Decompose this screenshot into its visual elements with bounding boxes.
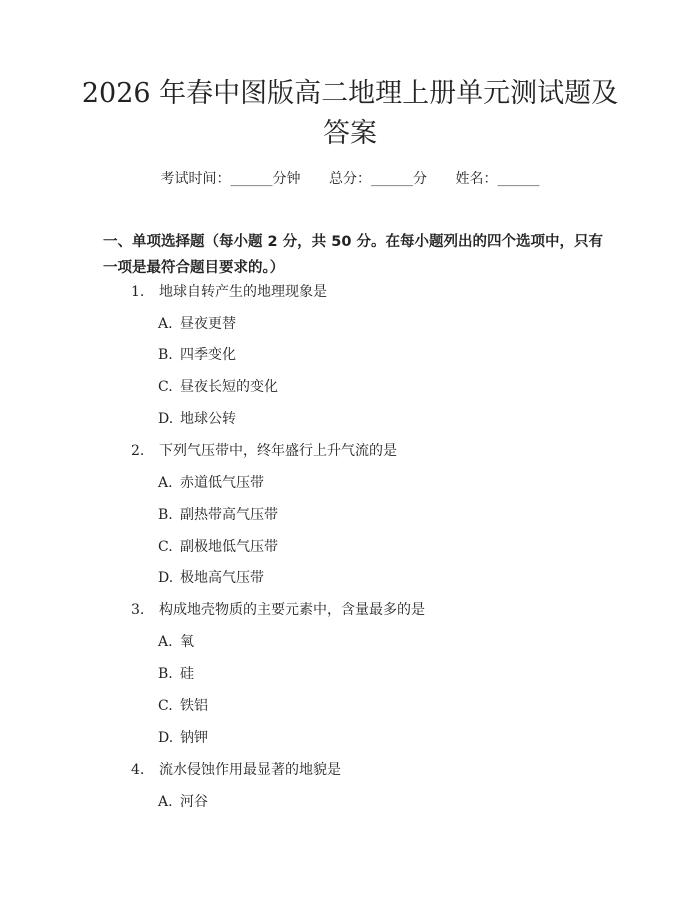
option-text: 地球公转: [180, 411, 236, 427]
option-letter: A.: [158, 316, 173, 332]
option-letter: D.: [158, 570, 174, 586]
section-heading: 一、单项选择题（每小题 2 分，共 50 分。在每小题列出的四个选项中，只有一项是最符合题目要求的。）: [103, 234, 603, 276]
option-2a: [158, 473, 264, 493]
option-text: 硅: [180, 666, 194, 682]
option-text: 河谷: [180, 794, 208, 810]
option-text: 钠钾: [180, 730, 208, 746]
question-text: 流水侵蚀作用最显著的地貌是: [159, 762, 341, 778]
question-4: [131, 760, 341, 780]
option-letter: D.: [158, 411, 174, 427]
option-3d: [158, 728, 208, 748]
option-text: 氧: [180, 634, 194, 650]
exam-time-field: 考试时间：______分钟: [160, 171, 301, 187]
option-4a: [158, 792, 208, 812]
option-letter: A.: [158, 475, 173, 491]
option-1a: [158, 314, 236, 334]
option-2c: [158, 537, 278, 557]
question-number: 2.: [131, 443, 145, 459]
option-1d: [158, 409, 236, 429]
option-2d: [158, 568, 264, 588]
question-1: [131, 282, 327, 302]
option-letter: C.: [158, 698, 173, 714]
option-text: 铁铝: [180, 698, 208, 714]
option-text: 昼夜长短的变化: [180, 379, 278, 395]
option-letter: C.: [158, 379, 173, 395]
option-1b: [158, 345, 236, 365]
option-text: 极地高气压带: [180, 570, 264, 586]
question-text: 构成地壳物质的主要元素中，含量最多的是: [159, 602, 425, 618]
option-text: 四季变化: [180, 347, 236, 363]
question-number: 4.: [131, 762, 145, 778]
total-score-field: 总分：______分: [329, 171, 427, 187]
option-letter: D.: [158, 730, 174, 746]
option-text: 昼夜更替: [180, 316, 236, 332]
option-letter: B.: [158, 347, 173, 363]
option-letter: B.: [158, 507, 173, 523]
student-name-field: 姓名：______: [455, 171, 540, 187]
option-1c: [158, 377, 278, 397]
option-2b: [158, 505, 278, 525]
question-2: [131, 441, 397, 461]
option-3b: [158, 664, 194, 684]
option-letter: B.: [158, 666, 173, 682]
question-number: 1.: [131, 284, 145, 300]
question-text: 地球自转产生的地理现象是: [159, 284, 327, 300]
question-3: [131, 600, 425, 620]
question-text: 下列气压带中，终年盛行上升气流的是: [159, 443, 397, 459]
title-line-2: 答案: [323, 118, 377, 149]
exam-info-row: [0, 168, 700, 188]
option-text: 副热带高气压带: [180, 507, 278, 523]
document-title: [0, 74, 700, 154]
option-letter: A.: [158, 634, 173, 650]
question-number: 3.: [131, 602, 145, 618]
title-line-1: 2026 年春中图版高二地理上册单元测试题及: [81, 78, 619, 109]
option-3a: [158, 632, 194, 652]
option-text: 副极地低气压带: [180, 539, 278, 555]
option-letter: C.: [158, 539, 173, 555]
option-letter: A.: [158, 794, 173, 810]
option-3c: [158, 696, 208, 716]
option-text: 赤道低气压带: [180, 475, 264, 491]
